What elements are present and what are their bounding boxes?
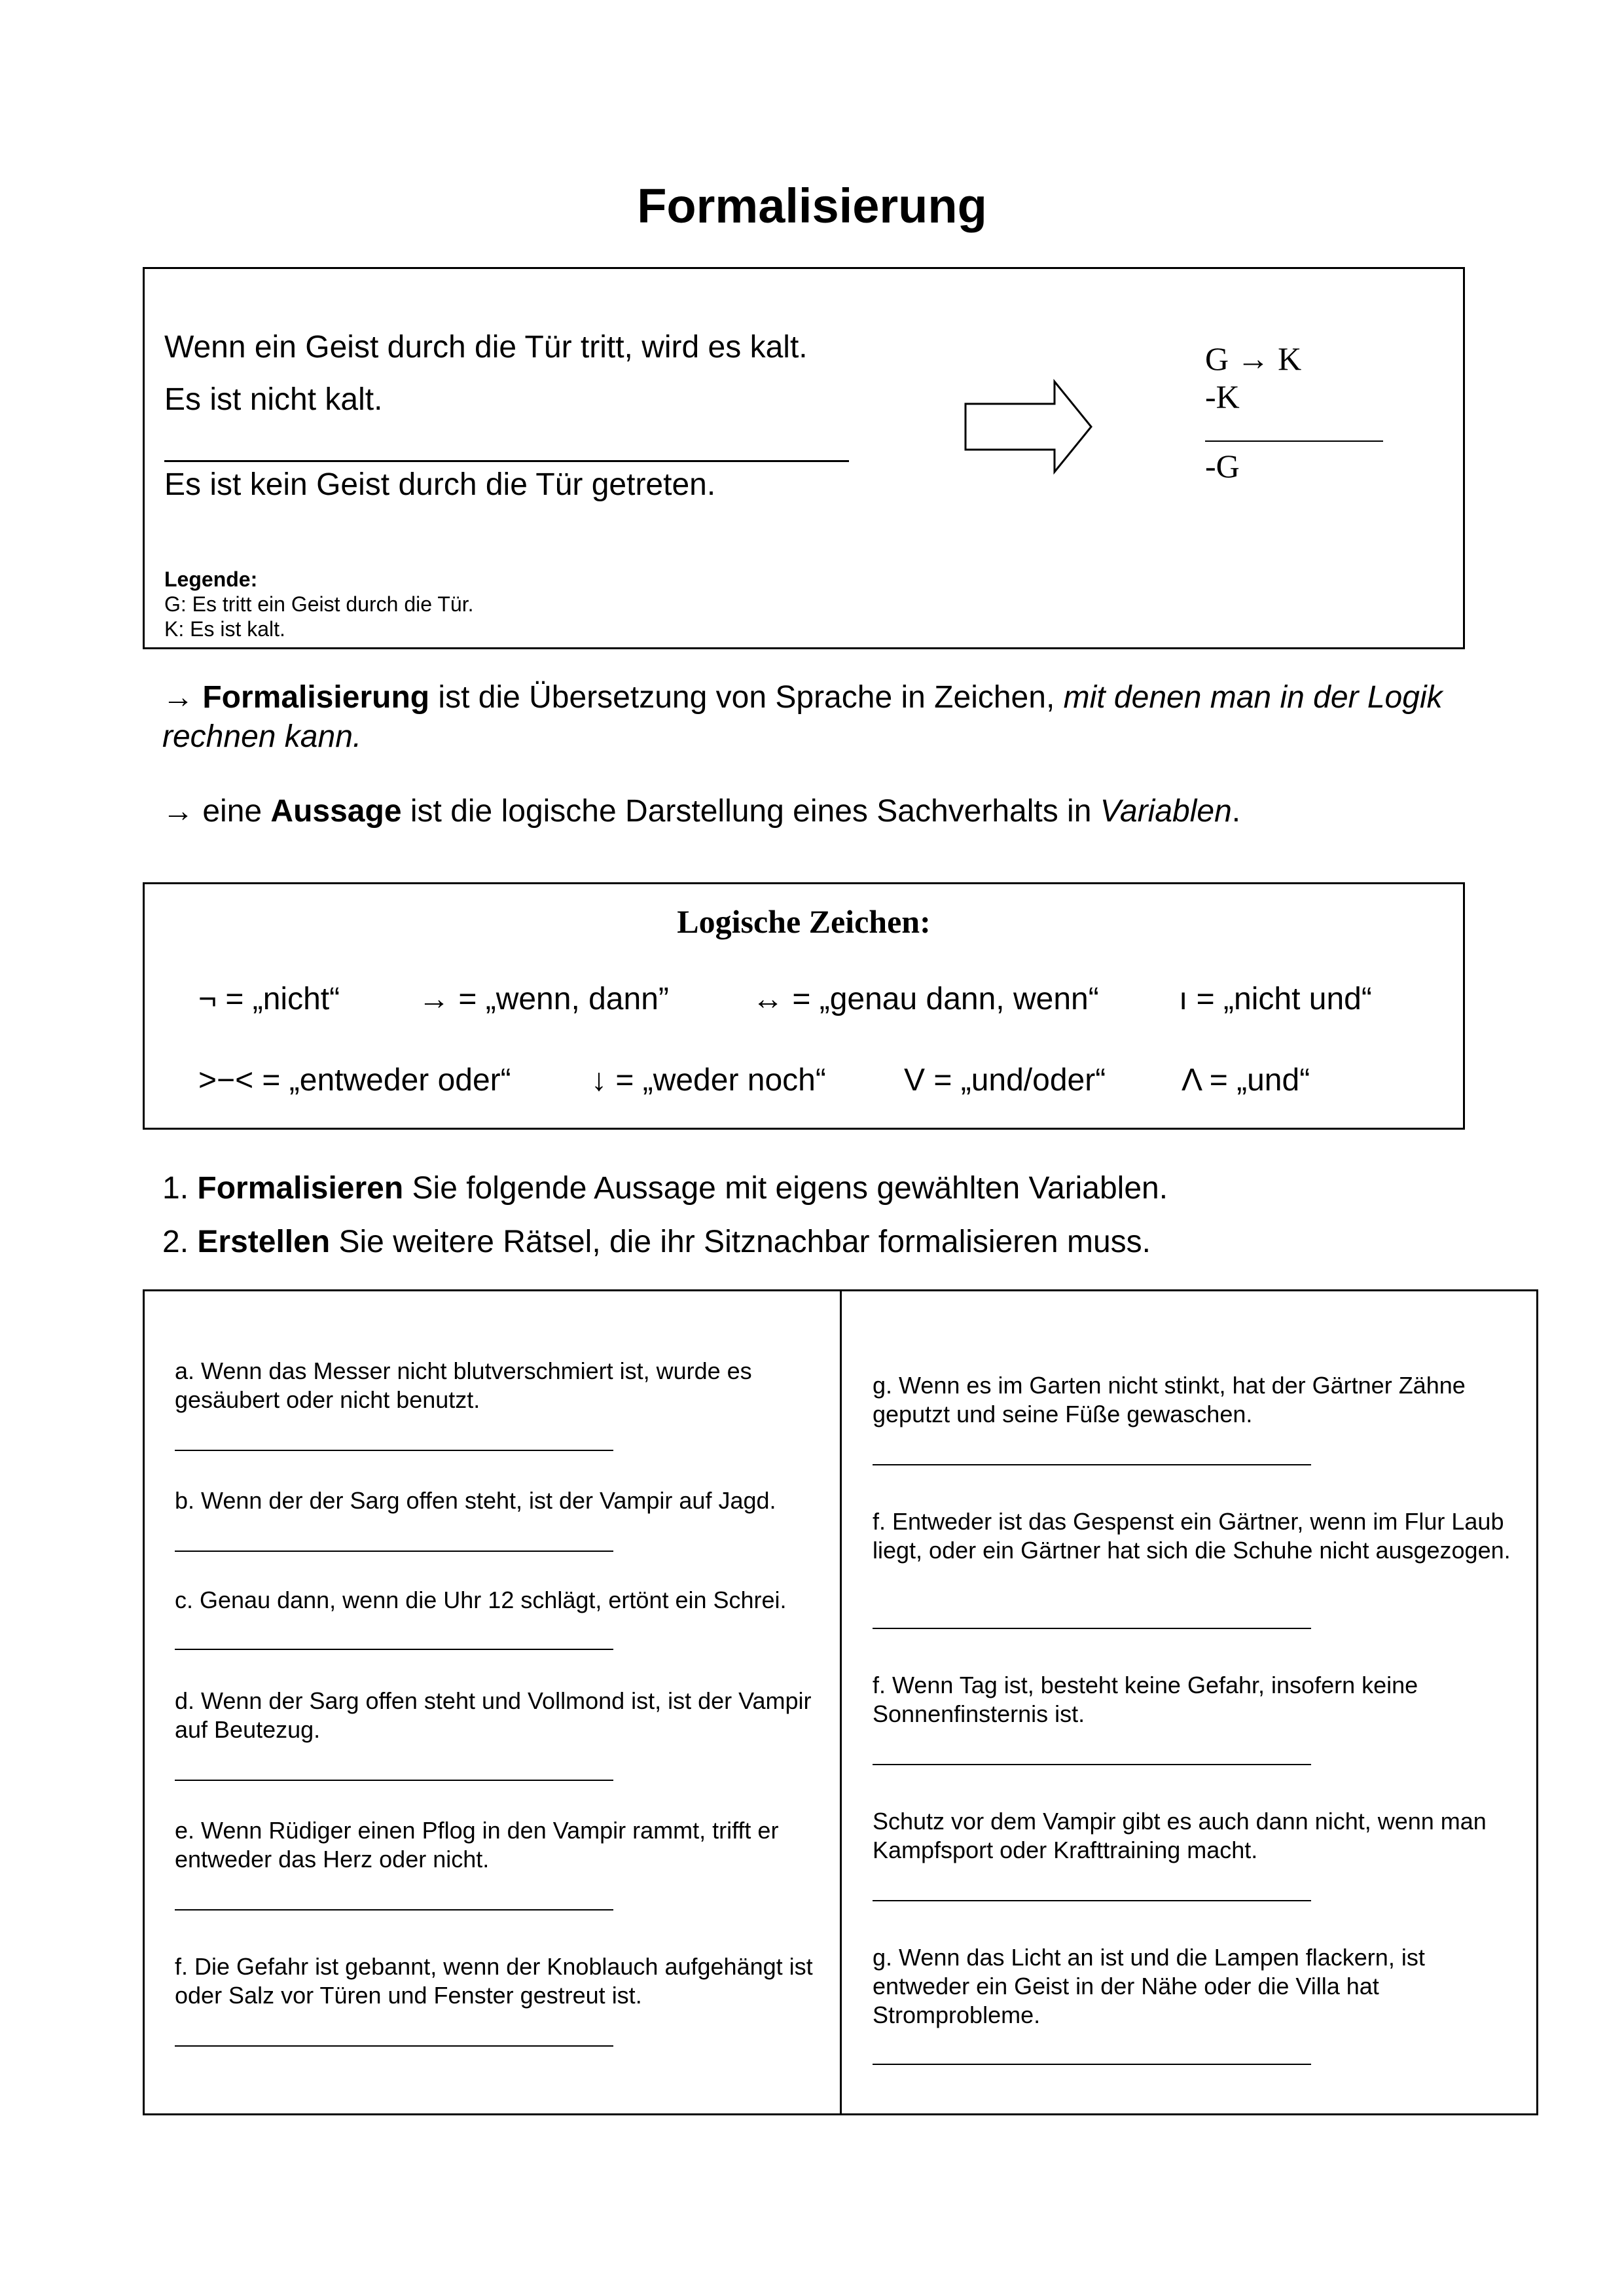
arrow-glyph: → bbox=[162, 794, 194, 829]
conclusion: Es ist kein Geist durch die Tür getreten. bbox=[164, 467, 716, 502]
logic-signs-box bbox=[143, 882, 1465, 1130]
exercise-schutz: Schutz vor dem Vampir gibt es auch dann nicht, wenn man Kampfsport oder Krafttraining macht. bbox=[873, 1808, 1487, 1863]
formal-conclusion: -G bbox=[1205, 448, 1240, 484]
answer-line-d[interactable] bbox=[175, 1780, 613, 1781]
exercise-f2: f. Entweder ist das Gespenst ein Gärtner, wenn im Flur Laub liegt, oder ein Gärtner hat sich die Schuhe nicht ausgezogen. bbox=[873, 1508, 1511, 1564]
answer-line-f3[interactable] bbox=[873, 1764, 1311, 1765]
exercise-a: a. Wenn das Messer nicht blutverschmiert ist, wurde es gesäubert oder nicht benutzt. bbox=[175, 1357, 752, 1413]
exercise-e: e. Wenn Rüdiger einen Pflog in den Vampir rammt, trifft er entweder das Herz oder nicht. bbox=[175, 1817, 779, 1873]
formal-1: G → K bbox=[1205, 340, 1302, 377]
sign-implies: → = „wenn, dann” bbox=[418, 982, 669, 1016]
definition-formalisierung: → Formalisierung ist die Übersetzung von Sprache in Zeichen, mit denen man in der Logik rechnen kann. bbox=[162, 680, 1443, 754]
sign-nor: ↓ = „weder noch“ bbox=[591, 1063, 826, 1098]
exercise-f3: f. Wenn Tag ist, besteht keine Gefahr, insofern keine Sonnenfinsternis ist. bbox=[873, 1672, 1418, 1727]
conclusion-rule bbox=[164, 460, 849, 462]
legend-title: Legende: bbox=[164, 567, 258, 591]
answer-line-schutz[interactable] bbox=[873, 1900, 1311, 1901]
sign-xor: >−< = „entweder oder“ bbox=[198, 1063, 511, 1098]
answer-line-f[interactable] bbox=[175, 2045, 613, 2047]
answer-line-b[interactable] bbox=[175, 1551, 613, 1552]
answer-line-g2[interactable] bbox=[873, 2064, 1311, 2065]
task-1: 1. Formalisieren Sie folgende Aussage mit eigens gewählten Variablen. bbox=[162, 1171, 1168, 1206]
answer-line-g[interactable] bbox=[873, 1464, 1311, 1465]
answer-line-c[interactable] bbox=[175, 1649, 613, 1650]
task-2: 2. Erstellen Sie weitere Rätsel, die ihr Sitznachbar formalisieren muss. bbox=[162, 1225, 1151, 1259]
premise-2: Es ist nicht kalt. bbox=[164, 382, 383, 417]
sign-iff: ↔ = „genau dann, wenn“ bbox=[752, 982, 1099, 1016]
answer-line-f2[interactable] bbox=[873, 1628, 1311, 1629]
answer-line-e[interactable] bbox=[175, 1909, 613, 1910]
sign-nand: ı = „nicht und“ bbox=[1179, 982, 1372, 1016]
exercise-table bbox=[143, 1289, 1538, 2115]
sign-not: ¬ = „nicht“ bbox=[198, 982, 340, 1016]
page-title: Formalisierung bbox=[637, 179, 987, 233]
exercise-b: b. Wenn der der Sarg offen steht, ist der Vampir auf Jagd. bbox=[175, 1487, 776, 1514]
legend-g: G: Es tritt ein Geist durch die Tür. bbox=[164, 592, 474, 616]
sign-and: Λ = „und“ bbox=[1182, 1063, 1310, 1098]
example-box bbox=[143, 267, 1465, 649]
exercise-c: c. Genau dann, wenn die Uhr 12 schlägt, ertönt ein Schrei. bbox=[175, 1587, 787, 1613]
arrow-glyph: → bbox=[162, 680, 194, 715]
definition-aussage: → eine Aussage ist die logische Darstellung eines Sachverhalts in Variablen. bbox=[162, 794, 1241, 829]
column-divider bbox=[840, 1291, 842, 2113]
exercise-f: f. Die Gefahr ist gebannt, wenn der Knoblauch aufgehängt ist oder Salz vor Türen und Fenster gestreut ist. bbox=[175, 1953, 813, 2009]
exercise-g2: g. Wenn das Licht an ist und die Lampen flackern, ist entweder ein Geist in der Nähe oder die Villa hat Stromprobleme. bbox=[873, 1944, 1425, 2028]
sign-or: V = „und/oder“ bbox=[904, 1063, 1106, 1098]
arrow-right-icon bbox=[963, 379, 1094, 475]
legend-k: K: Es ist kalt. bbox=[164, 617, 285, 641]
formal-rule bbox=[1205, 440, 1383, 442]
formal-2: -K bbox=[1205, 378, 1240, 415]
exercise-d: d. Wenn der Sarg offen steht und Vollmond ist, ist der Vampir auf Beutezug. bbox=[175, 1687, 812, 1743]
answer-line-a[interactable] bbox=[175, 1450, 613, 1451]
premise-1: Wenn ein Geist durch die Tür tritt, wird es kalt. bbox=[164, 330, 808, 365]
exercise-g: g. Wenn es im Garten nicht stinkt, hat der Gärtner Zähne geputzt und seine Füße gewaschen. bbox=[873, 1372, 1466, 1427]
logic-signs-title: Logische Zeichen: bbox=[677, 903, 931, 940]
